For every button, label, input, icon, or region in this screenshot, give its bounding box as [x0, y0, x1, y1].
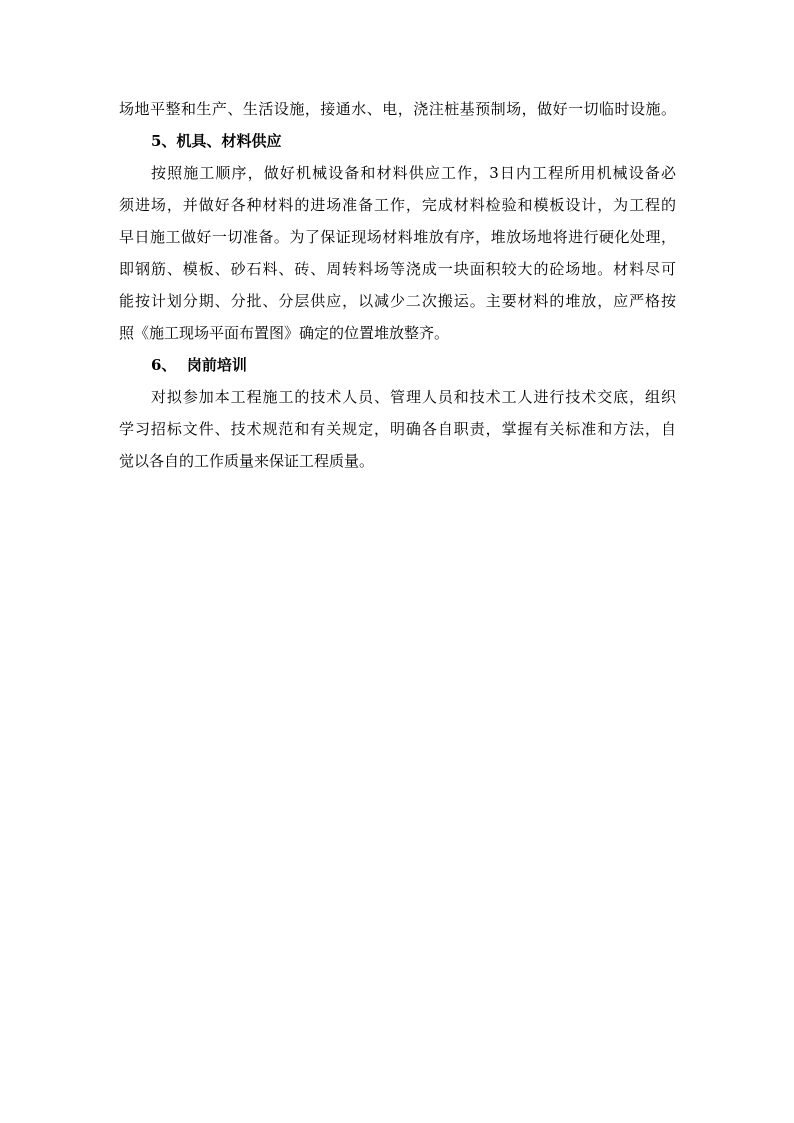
- section-5-paragraph-line: 按照施工顺序，做好机械设备和材料供应工作，3日内工程所用机械设备必: [151, 164, 676, 182]
- section-5-heading: 5、机具、材料供应: [151, 132, 282, 150]
- section-6-heading: 6、 岗前培训: [151, 356, 247, 374]
- section-6-paragraph-line: 觉以各自的工作质量来保证工程质量。: [119, 452, 375, 470]
- section-5-paragraph-line: 早日施工做好一切准备。为了保证现场材料堆放有序，堆放场地将进行硬化处理，: [119, 228, 676, 246]
- section-6-paragraph-line: 对拟参加本工程施工的技术人员、管理人员和技术工人进行技术交底，组织: [151, 388, 676, 406]
- section-5-paragraph-line: 须进场，并做好各种材料的进场准备工作，完成材料检验和模板设计，为工程的: [119, 196, 676, 214]
- section-5-paragraph-line: 能按计划分期、分批、分层供应，以减少二次搬运。主要材料的堆放，应严格按: [119, 292, 676, 310]
- section-5-paragraph-line: 即钢筋、模板、砂石料、砖、周转料场等浇成一块面积较大的砼场地。材料尽可: [119, 260, 676, 278]
- section-6-paragraph-line: 学习招标文件、技术规范和有关规定，明确各自职责，掌握有关标准和方法，自: [119, 420, 676, 438]
- intro-line: 场地平整和生产、生活设施，接通水、电，浇注桩基预制场，做好一切临时设施。: [119, 100, 676, 118]
- section-5-paragraph-line: 照《施工现场平面布置图》确定的位置堆放整齐。: [119, 324, 450, 342]
